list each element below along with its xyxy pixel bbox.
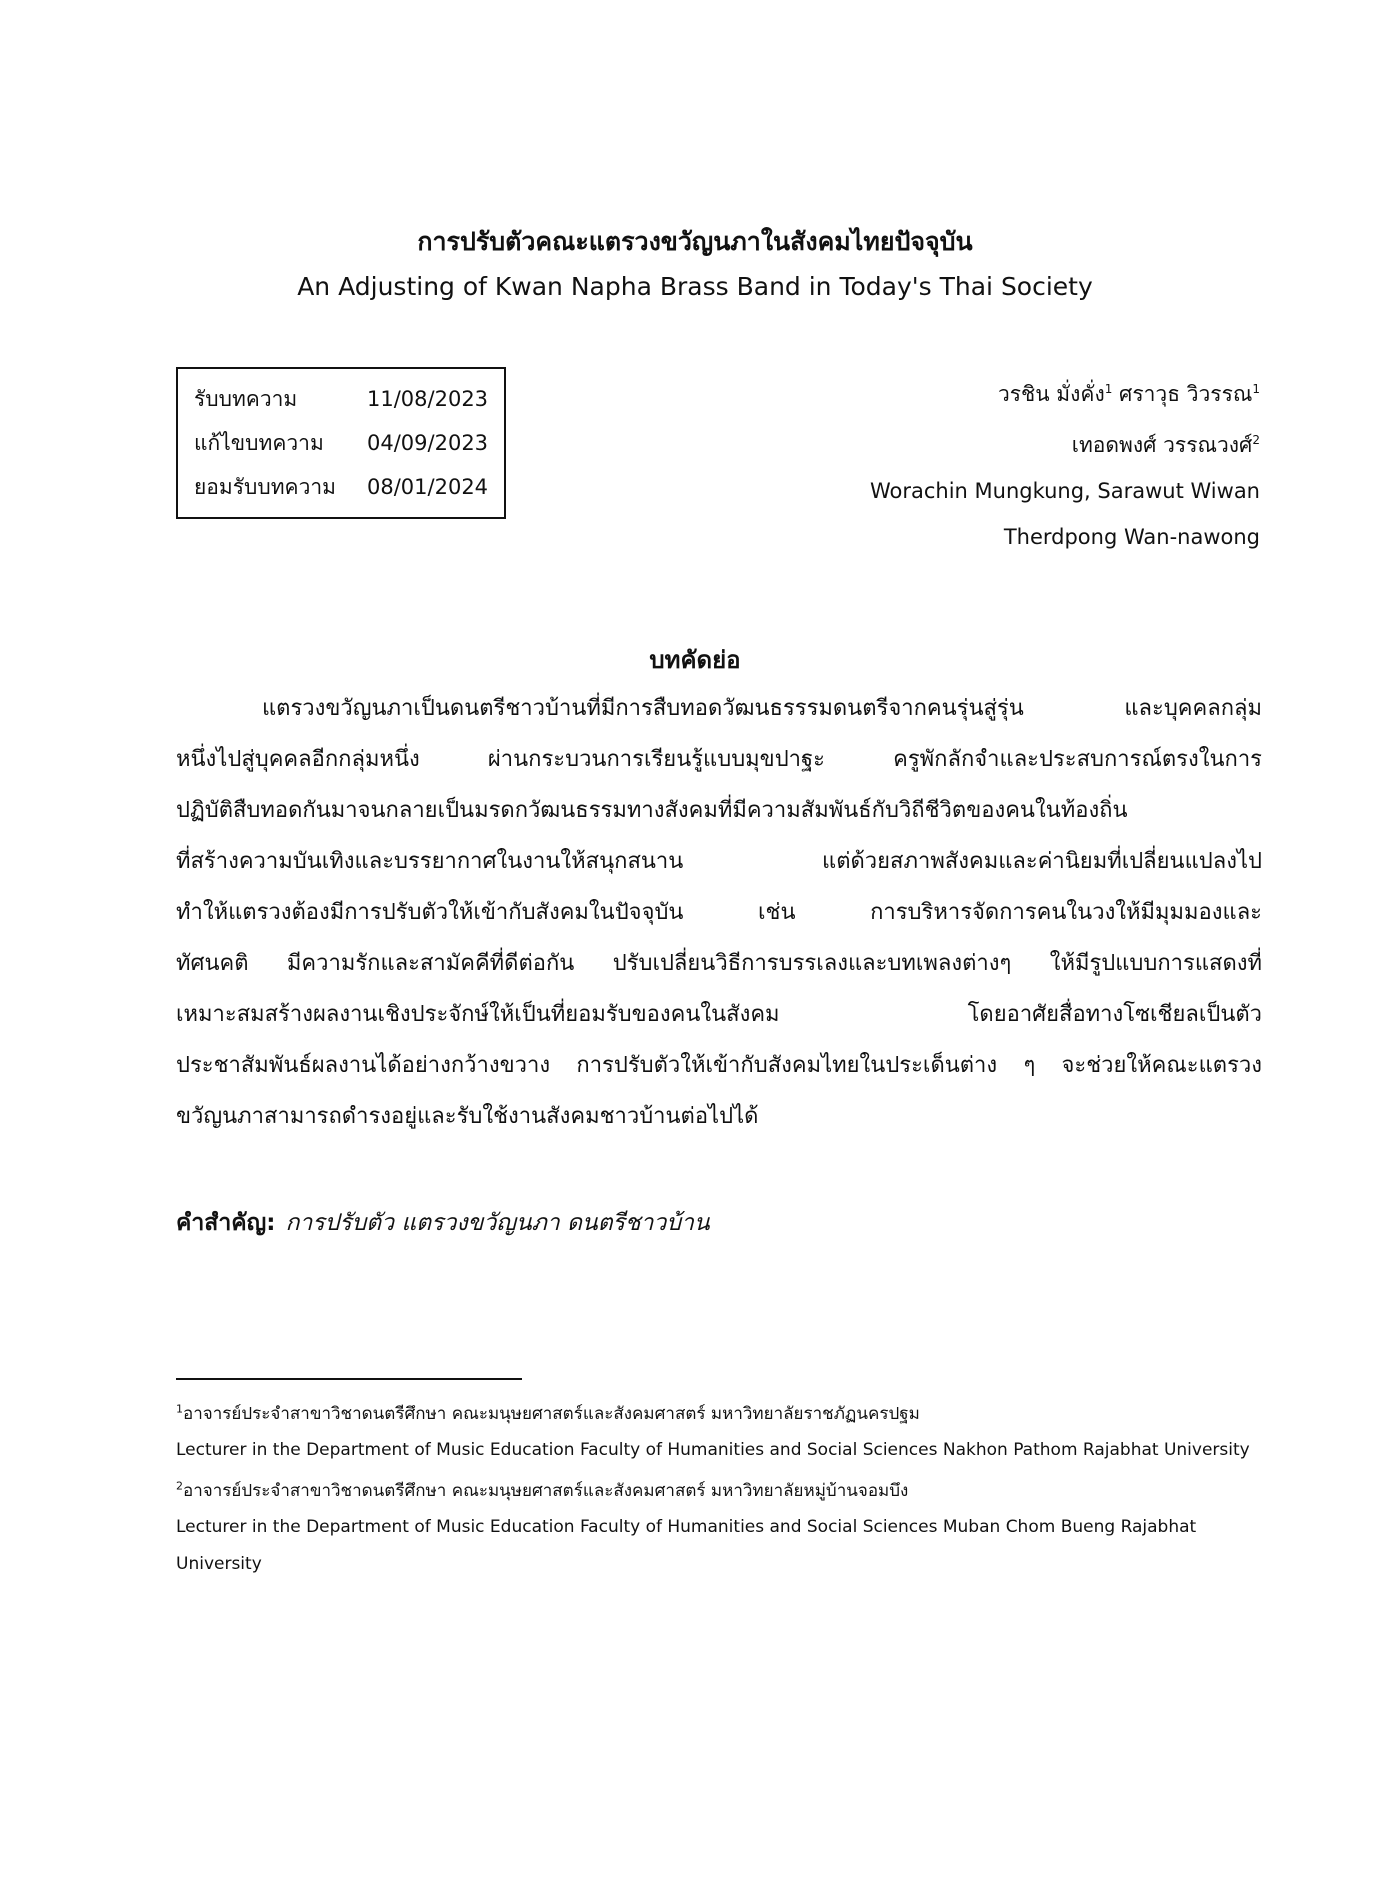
- author-names-thai-line2: [870, 417, 1260, 468]
- affiliation-marker: 2: [1252, 433, 1260, 447]
- footnote-marker: 1: [176, 1402, 183, 1416]
- footnote-marker: 2: [176, 1479, 183, 1493]
- date-row-received: [194, 383, 488, 416]
- abstract-line: ทัศนคติ มีความรักและสามัคคีที่ดีต่อกัน ปรับเปลี่ยนวิธีการบรรเลงและบทเพลงต่างๆ ให้มีรูปแบบการแสดงที่: [176, 951, 1262, 976]
- footnote-separator: [176, 1378, 522, 1380]
- date-row-accepted: [194, 471, 488, 504]
- author-name: เทอดพงศ์ วรรณวงศ์: [1071, 433, 1253, 457]
- author-name: ศราวุธ วิวรรณ: [1112, 382, 1253, 406]
- date-row-revised: [194, 427, 488, 460]
- date-value: 11/08/2023: [367, 387, 489, 411]
- abstract-line: ขวัญนภาสามารถดำรงอยู่และรับใช้งานสังคมชาวบ้านต่อไปได้: [176, 1104, 759, 1129]
- author-names-english-line2: Therdpong Wan-nawong: [1003, 525, 1260, 549]
- footnote-2-english-line1: Lecturer in the Department of Music Education Faculty of Humanities and Social Sciences Muban Chom Bueng Rajabhat: [176, 1517, 1197, 1537]
- keywords-label: คำสำคัญ:: [176, 1210, 276, 1236]
- footnote-1-thai: [176, 1400, 1276, 1427]
- abstract-heading: บทคัดย่อ: [649, 646, 741, 674]
- author-block: [870, 366, 1260, 560]
- abstract-line: ที่สร้างความบันเทิงและบรรยากาศในงานให้สนุกสนาน แต่ด้วยสภาพสังคมและค่านิยมที่เปลี่ยนแปลงไป: [176, 849, 1262, 874]
- abstract-line: ทำให้แตรวงต้องมีการปรับตัวให้เข้ากับสังคมในปัจจุบัน เช่น การบริหารจัดการคนในวงให้มีมุมมองและ: [176, 900, 1262, 925]
- date-label: รับบทความ: [194, 387, 298, 411]
- submission-dates-box: [176, 367, 506, 519]
- footnote-1-english: Lecturer in the Department of Music Education Faculty of Humanities and Social Sciences Nakhon Pathom Rajabhat University: [176, 1440, 1250, 1460]
- affiliation-marker: 1: [1104, 382, 1113, 396]
- date-value: 04/09/2023: [367, 431, 489, 455]
- keywords: [176, 1205, 710, 1241]
- abstract-line: ปฏิบัติสืบทอดกันมาจนกลายเป็นมรดกวัฒนธรรมทางสังคมที่มีความสัมพันธ์กับวิถีชีวิตของคนในท้องถิ่น: [176, 798, 1128, 823]
- footnote-2-thai: [176, 1477, 1276, 1504]
- date-label: ยอมรับบทความ: [194, 475, 337, 499]
- abstract-line: แตรวงขวัญนภาเป็นดนตรีชาวบ้านที่มีการสืบทอดวัฒนธรรรมดนตรีจากคนรุ่นสู่รุ่น และบุคคลกลุ่ม: [262, 696, 1262, 721]
- abstract-line: หนึ่งไปสู่บุคคลอีกกลุ่มหนึ่ง ผ่านกระบวนการเรียนรู้แบบมุขปาฐะ ครูพักลักจำและประสบการณ์ตรงในการ: [176, 747, 1262, 772]
- paper-title-thai: การปรับตัวคณะแตรวงขวัญนภาในสังคมไทยปัจจุบัน: [417, 227, 973, 256]
- paper-title-english: An Adjusting of Kwan Napha Brass Band in Today's Thai Society: [297, 272, 1093, 301]
- author-names-english-line1: Worachin Mungkung, Sarawut Wiwan: [869, 479, 1260, 503]
- footnote-2-english-line2: University: [176, 1554, 262, 1574]
- author-names-thai-line1: [870, 366, 1260, 417]
- abstract-line: ประชาสัมพันธ์ผลงานได้อย่างกว้างขวาง การปรับตัวให้เข้ากับสังคมไทยในประเด็นต่าง ๆ จะช่วยให้คณะแตรวง: [176, 1053, 1262, 1078]
- date-value: 08/01/2024: [367, 475, 489, 499]
- keywords-values: การปรับตัว แตรวงขวัญนภา ดนตรีชาวบ้าน: [285, 1210, 710, 1236]
- author-name: วรชิน มั่งคั่ง: [997, 382, 1105, 406]
- affiliation-marker: 1: [1252, 382, 1260, 396]
- footnote-text: อาจารย์ประจำสาขาวิชาดนตรีศึกษา คณะมนุษยศาสตร์และสังคมศาสตร์ มหาวิทยาลัยราชภัฏนครปฐม: [183, 1404, 920, 1424]
- footnote-text: อาจารย์ประจำสาขาวิชาดนตรีศึกษา คณะมนุษยศาสตร์และสังคมศาสตร์ มหาวิทยาลัยหมู่บ้านจอมบึง: [183, 1481, 909, 1501]
- abstract-line: เหมาะสมสร้างผลงานเชิงประจักษ์ให้เป็นที่ยอมรับของคนในสังคม โดยอาศัยสื่อทางโซเชียลเป็นตัว: [176, 1002, 1262, 1027]
- date-label: แก้ไขบทความ: [194, 431, 324, 455]
